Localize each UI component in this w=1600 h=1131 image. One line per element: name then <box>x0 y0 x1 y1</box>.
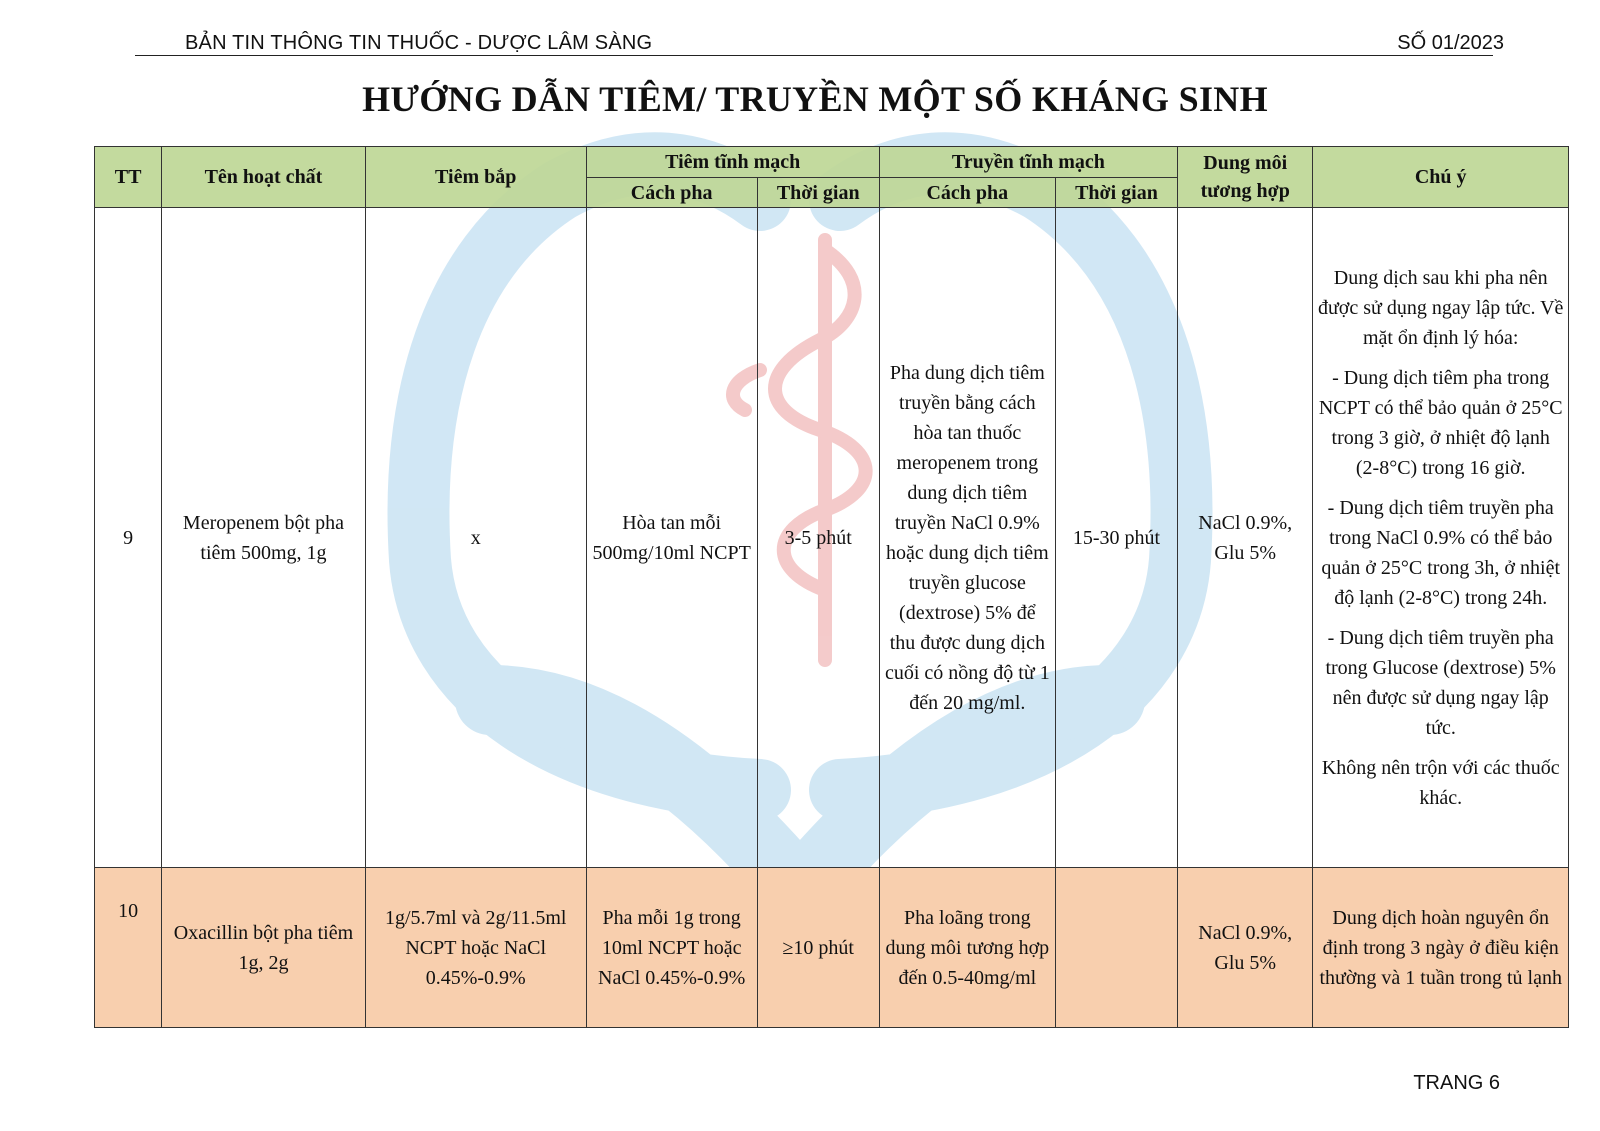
note-paragraph: - Dung dịch tiêm truyền pha trong Glucose (dextrose) 5% nên được sử dụng ngay lập tức. <box>1325 626 1556 739</box>
note-paragraph: Không nên trộn với các thuốc khác. <box>1321 756 1560 809</box>
table-row <box>95 208 1569 868</box>
cell-iv-time: ≥10 phút <box>757 868 879 1028</box>
header-inf-time: Thời gian <box>1055 178 1177 208</box>
cell-inf-prep: Pha loãng trong dung môi tương hợp đến 0.5-40mg/ml <box>879 868 1055 1028</box>
note-paragraph: Dung dịch hoàn nguyên ổn định trong 3 ngày ở điều kiện thường và 1 tuần trong tủ lạnh <box>1319 906 1562 989</box>
cell-iv-prep: Pha mỗi 1g trong 10ml NCPT hoặc NaCl 0.45%-0.9% <box>586 868 757 1028</box>
cell-solvent: NaCl 0.9%, Glu 5% <box>1178 208 1313 868</box>
table-row <box>95 868 1569 1028</box>
header-active-ingredient: Tên hoạt chất <box>162 147 366 208</box>
cell-iv-time: 3-5 phút <box>757 208 879 868</box>
bulletin-title: BẢN TIN THÔNG TIN THUỐC - DƯỢC LÂM SÀNG <box>185 32 653 54</box>
cell-tt: 9 <box>95 208 162 868</box>
issue-number: SỐ 01/2023 <box>1397 32 1504 54</box>
note-paragraph: Dung dịch sau khi pha nên được sử dụng ngay lập tức. Về mặt ổn định lý hóa: <box>1317 266 1564 349</box>
note-paragraph: - Dung dịch tiêm truyền pha trong NaCl 0.9% có thể bảo quản ở 25°C trong 3h, ở nhiệt độ lạnh (2-8°C) trong 24h. <box>1321 496 1560 609</box>
header-iv-prep: Cách pha <box>586 178 757 208</box>
cell-tt: 10 <box>95 868 162 1028</box>
header-im-injection: Tiêm bắp <box>365 147 586 208</box>
header-divider <box>135 55 1493 56</box>
cell-inf-time <box>1055 868 1177 1028</box>
antibiotic-table <box>94 146 1569 1028</box>
cell-notes <box>1313 868 1569 1028</box>
header-tt: TT <box>95 147 162 208</box>
cell-iv-prep: Hòa tan mỗi 500mg/10ml NCPT <box>586 208 757 868</box>
cell-solvent: NaCl 0.9%, Glu 5% <box>1178 868 1313 1028</box>
header-iv-infusion: Truyền tĩnh mạch <box>879 147 1177 178</box>
header-notes: Chú ý <box>1313 147 1569 208</box>
header-iv-injection: Tiêm tĩnh mạch <box>586 147 879 178</box>
page-number: TRANG 6 <box>1413 1072 1500 1094</box>
page-title: HƯỚNG DẪN TIÊM/ TRUYỀN MỘT SỐ KHÁNG SINH <box>362 79 1268 119</box>
cell-inf-prep: Pha dung dịch tiêm truyền bằng cách hòa tan thuốc meropenem trong dung dịch tiêm truyền NaCl 0.9% hoặc dung dịch tiêm truyền glucose (dextrose) 5% để thu được dung dịch cuối có nồng độ từ 1 đến 20 mg/ml. <box>879 208 1055 868</box>
cell-name: Meropenem bột pha tiêm 500mg, 1g <box>162 208 366 868</box>
cell-inf-time: 15-30 phút <box>1055 208 1177 868</box>
header-inf-prep: Cách pha <box>879 178 1055 208</box>
cell-im: x <box>365 208 586 868</box>
header-compatible-solvent: Dung môi tương hợp <box>1178 147 1313 208</box>
cell-notes <box>1313 208 1569 868</box>
cell-name: Oxacillin bột pha tiêm 1g, 2g <box>162 868 366 1028</box>
header-iv-time: Thời gian <box>757 178 879 208</box>
cell-im: 1g/5.7ml và 2g/11.5ml NCPT hoặc NaCl 0.45%-0.9% <box>365 868 586 1028</box>
note-paragraph: - Dung dịch tiêm pha trong NCPT có thể bảo quản ở 25°C trong 3 giờ, ở nhiệt độ lạnh (2-8°C) trong 16 giờ. <box>1318 366 1563 479</box>
